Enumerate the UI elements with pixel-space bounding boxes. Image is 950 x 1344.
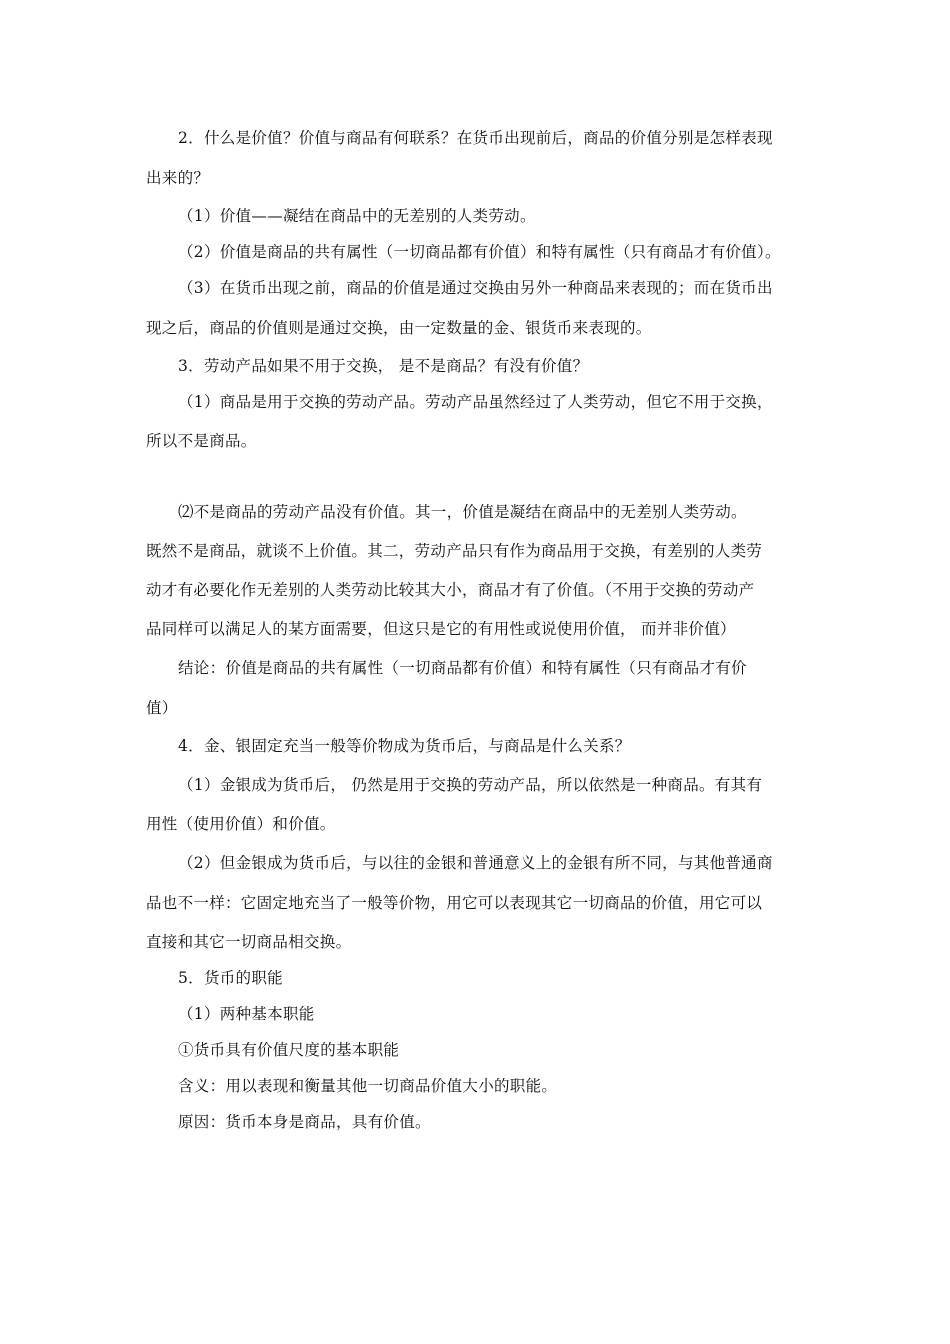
question-5-meaning: 含义：用以表现和衡量其他一切商品价值大小的职能。 (178, 1077, 558, 1095)
question-5-item-1: ①货币具有价值尺度的基本职能 (178, 1041, 400, 1059)
question-4-point-2-line-3: 直接和其它一切商品相交换。 (146, 933, 352, 951)
question-3-point-1-continued: 所以不是商品。 (146, 432, 257, 450)
question-3-point-2-line-2: 既然不是商品，就谈不上价值。其二，劳动产品只有作为商品用于交换，有差别的人类劳 (146, 542, 763, 560)
question-4-title: 4．金、银固定充当一般等价物成为货币后，与商品是什么关系？ (178, 737, 631, 755)
question-3-point-1: （1）商品是用于交换的劳动产品。劳动产品虽然经过了人类劳动，但它不用于交换， (178, 393, 773, 411)
question-4-point-2: （2）但金银成为货币后，与以往的金银和普通意义上的金银有所不同，与其他普通商 (178, 854, 773, 872)
question-2-point-3: （3）在货币出现之前，商品的价值是通过交换由另外一种商品来表现的；而在货币出 (178, 279, 773, 297)
question-4-point-1-continued: 用性（使用价值）和价值。 (146, 815, 336, 833)
question-4-point-1: （1）金银成为货币后， 仍然是用于交换的劳动产品，所以依然是一种商品。有其有 (178, 776, 763, 794)
question-3-point-2-line-3: 动才有必要化作无差别的人类劳动比较其大小，商品才有了价值。（不用于交换的劳动产 (146, 581, 755, 599)
question-3-point-2: ⑵不是商品的劳动产品没有价值。其一，价值是凝结在商品中的无差别人类劳动。 (178, 503, 747, 521)
question-2-point-2: （2）价值是商品的共有属性（一切商品都有价值）和特有属性（只有商品才有价值）。 (178, 243, 781, 261)
question-4-point-2-line-2: 品也不一样：它固定地充当了一般等价物，用它可以表现其它一切商品的价值，用它可以 (146, 894, 763, 912)
question-2-point-3-continued: 现之后，商品的价值则是通过交换，由一定数量的金、银货币来表现的。 (146, 319, 652, 337)
question-2-point-1: （1）价值——凝结在商品中的无差别的人类劳动。 (178, 207, 536, 225)
question-5-subheading-1: （1）两种基本职能 (178, 1005, 315, 1023)
question-5-reason: 原因：货币本身是商品，具有价值。 (178, 1113, 431, 1131)
question-3-conclusion-continued: 值） (146, 699, 178, 717)
question-3-point-2-line-4: 品同样可以满足人的某方面需要，但这只是它的有用性或说使用价值， 而并非价值） (146, 620, 736, 638)
question-3-title: 3．劳动产品如果不用于交换， 是不是商品？有没有价值？ (178, 357, 589, 375)
question-2-title: 2．什么是价值？价值与商品有何联系？在货币出现前后，商品的价值分别是怎样表现 (178, 129, 773, 147)
question-5-title: 5．货币的职能 (178, 969, 283, 987)
question-2-title-continued: 出来的？ (146, 169, 210, 187)
question-3-conclusion: 结论：价值是商品的共有属性（一切商品都有价值）和特有属性（只有商品才有价 (178, 659, 747, 677)
